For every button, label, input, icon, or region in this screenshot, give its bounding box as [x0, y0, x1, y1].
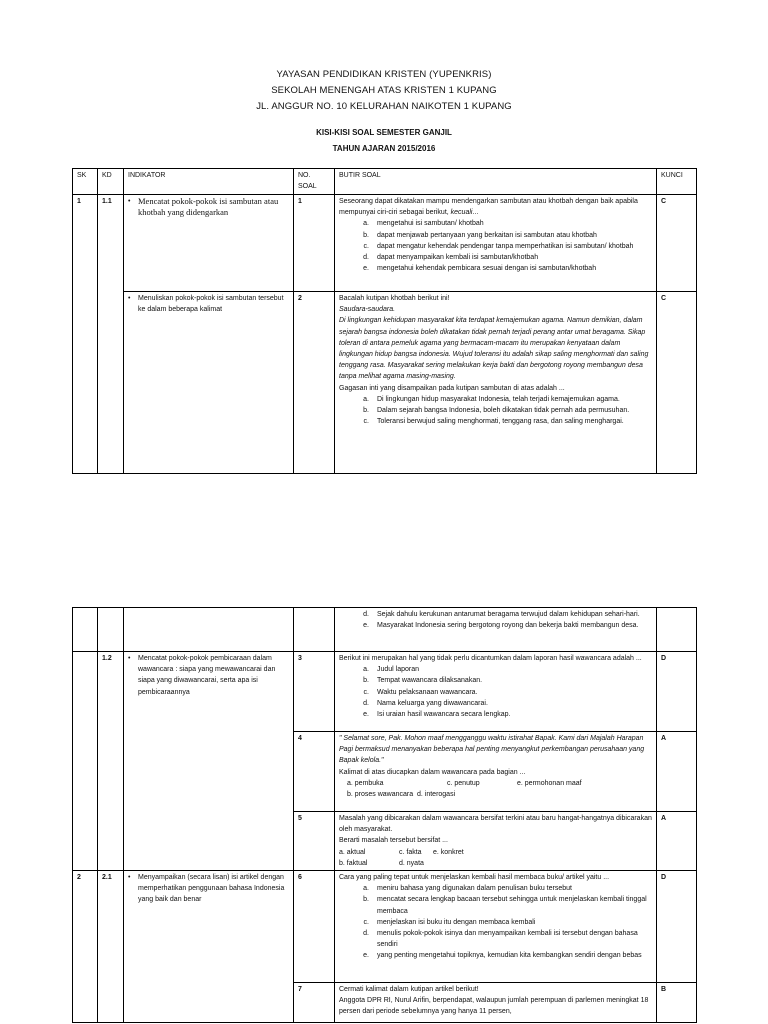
table-row	[73, 608, 697, 652]
kisi-table-1	[72, 168, 697, 474]
indikator-cell	[124, 652, 294, 871]
school-address: JL. ANGGUR NO. 10 KELURAHAN NAIKOTEN 1 KUPANG	[256, 101, 512, 112]
list-item	[339, 620, 652, 631]
butir-soal-cell	[335, 608, 657, 652]
kd-cell: 1.2	[98, 652, 124, 871]
list-item	[339, 883, 652, 894]
option-text: mengetahui kehendak pembicara sesuai dengan isi sambutan/khotbah	[377, 265, 597, 273]
options-row	[339, 778, 652, 789]
option-text: dapat mengatur kehendak pendengar tanpa memperhatikan isi sambutan/ khotbah	[377, 242, 634, 250]
salutation: Saudara-saudara.	[339, 306, 396, 314]
options-row	[339, 858, 652, 869]
option-text: Tempat wawancara dilaksanakan.	[377, 677, 483, 685]
no-soal-cell: 1	[294, 195, 335, 292]
options-list	[339, 883, 652, 961]
options-list	[339, 218, 652, 274]
kunci-cell: A	[657, 732, 697, 812]
list-item	[339, 241, 652, 252]
option-a: a. pembuka	[347, 779, 384, 787]
indikator-text: Mencatat pokok-pokok isi sambutan atau khotbah yang didengarkan	[138, 196, 279, 217]
option-letter: b.	[363, 407, 369, 415]
option-b: b. faktual	[339, 859, 368, 867]
option-text: menulis pokok-pokok isinya dan menyampaikan kembali isi tersebut dengan bahasa sendiri	[377, 930, 638, 949]
col-no-soal	[294, 169, 335, 195]
no-soal-cell: 4	[294, 732, 335, 812]
options-row	[339, 847, 652, 858]
list-item	[339, 709, 652, 720]
col-kunci: KUNCI	[657, 169, 697, 195]
col-butir-soal: BUTIR SOAL	[335, 169, 657, 195]
options-list	[339, 394, 652, 428]
passage: Di lingkungan kehidupan masyarakat kita terdapat kemajemukan agama. Namun demikian, dalam sejarah bangsa indonesia boleh dikatakan tidak pernah terjadi perang antar umat beragama. Sikap toleran di antara pemeluk agama yang bermacam-macam itu merupakan kenyataan dalam lingkungan hidup bangsa indonesia. Wujud toleransi itu adalah sikap saling menghormati dan saling tenggang rasa. Masyarakat sering melakukan kerja bakti dan bergotong royong membangun desa tanpa melihat agama masing-masing.	[339, 317, 649, 381]
kd-cell: 2.1	[98, 871, 124, 1023]
school-name: SEKOLAH MENENGAH ATAS KRISTEN 1 KUPANG	[271, 85, 497, 96]
option-c: c. fakta	[399, 848, 422, 856]
option-letter: b.	[363, 677, 369, 685]
butir-soal-cell	[335, 983, 657, 1023]
list-item	[339, 950, 652, 961]
indikator-cell	[124, 292, 294, 474]
option-text: Isi uraian hasil wawancara secara lengkap.	[377, 711, 511, 719]
option-letter: a.	[363, 220, 369, 228]
list-item	[339, 394, 652, 405]
no-soal-cell: 3	[294, 652, 335, 732]
butir-soal-cell	[335, 871, 657, 983]
option-letter: d.	[363, 254, 369, 262]
option-text: menjelaskan isi buku itu dengan membaca kembali	[377, 918, 536, 926]
question-text-2: Berarti masalah tersebut bersifat ...	[339, 837, 448, 845]
list-item	[339, 687, 652, 698]
passage: Anggota DPR RI, Nurul Arifin, berpendapat, walaupun jumlah perempuan di parlemen meningkat 18 persen dari periode sebelumnya yang hanya 11 persen,	[339, 997, 649, 1016]
bullet-icon: •	[128, 295, 131, 302]
sk-cell	[73, 652, 98, 871]
option-e: e. konkret	[433, 848, 464, 856]
foundation-name: YAYASAN PENDIDIKAN KRISTEN (YUPENKRIS)	[276, 69, 492, 80]
question-intro: Cermati kalimat dalam kutipan artikel berikut!	[339, 986, 479, 994]
indikator-text: Menuliskan pokok-pokok isi sambutan tersebut ke dalam beberapa kalimat	[138, 295, 284, 314]
butir-soal-cell	[335, 812, 657, 871]
option-a: a. aktual	[339, 848, 366, 856]
question-text	[339, 196, 652, 218]
sk-cell: 1	[73, 195, 98, 474]
list-item	[339, 675, 652, 686]
no-soal-cell	[294, 608, 335, 652]
list-item	[339, 230, 652, 241]
list-item	[339, 218, 652, 229]
question-emphasis: kecuali	[450, 209, 473, 217]
table-row	[73, 871, 697, 983]
option-d: d. interogasi	[417, 791, 456, 799]
kunci-cell: A	[657, 812, 697, 871]
option-b: b. proses wawancara	[347, 791, 414, 799]
kd-cell: 1.1	[98, 195, 124, 474]
option-text: Judul laporan	[377, 666, 420, 674]
dialogue-quote: " Selamat sore, Pak. Mohon maaf mengganggu waktu istirahat Bapak. Kami dari Majalah Harapan Pagi bermaksud menanyakan beberapa hal penting menyangkut perkembangan perusahaan yang Bapak kelola."	[339, 735, 645, 765]
indikator-cell	[124, 608, 294, 652]
no-soal-cell: 2	[294, 292, 335, 474]
option-text: Nama keluarga yang diwawancarai.	[377, 699, 488, 707]
butir-soal-cell	[335, 652, 657, 732]
option-letter: c.	[363, 918, 369, 926]
option-letter: c.	[363, 418, 369, 426]
list-item	[339, 917, 652, 928]
options-row	[339, 789, 652, 800]
question-text: Masalah yang dibicarakan dalam wawancara bersifat terkini atau baru hangat-hangatnya dibicarakan oleh masyarakat.	[339, 815, 652, 834]
kd-cell	[98, 608, 124, 652]
bullet-icon: •	[128, 874, 131, 882]
option-letter: d.	[363, 699, 369, 707]
question-end: ...	[472, 209, 479, 217]
col-soal-label: SOAL	[298, 183, 317, 191]
list-item	[339, 664, 652, 675]
option-letter: a.	[363, 395, 369, 403]
option-text: mencatat secara lengkap bacaan tersebut sehingga untuk menjelaskan kembali tinggal membaca	[377, 896, 647, 915]
indikator-cell	[124, 195, 294, 292]
option-letter: d.	[363, 611, 369, 618]
list-item	[339, 698, 652, 709]
question-text: Berikut ini merupakan hal yang tidak perlu dicantumkan dalam laporan hasil wawancara adalah ...	[339, 655, 642, 662]
option-text: dapat menyampaikan kembali isi sambutan/khotbah	[377, 254, 539, 262]
list-item	[339, 263, 652, 274]
option-e: e. permohonan maaf	[517, 779, 582, 787]
option-letter: d.	[363, 930, 369, 938]
question-stem: Seseorang dapat dikatakan mampu mendengarkan sambutan atau khotbah dengan baik apabila mempunyai ciri-ciri sebagai berikut,	[339, 198, 638, 217]
option-letter: c.	[363, 688, 369, 696]
option-d: d. nyata	[399, 859, 424, 867]
col-kd: KD	[98, 169, 124, 195]
kunci-cell: D	[657, 871, 697, 983]
option-text: meniru bahasa yang digunakan dalam penulisan buku tersebut	[377, 885, 572, 893]
list-item	[339, 928, 652, 950]
option-letter: c.	[363, 242, 369, 250]
question-intro: Bacalah kutipan khotbah berikut ini!	[339, 295, 450, 302]
kunci-cell	[657, 608, 697, 652]
butir-soal-cell	[335, 195, 657, 292]
bullet-icon: •	[128, 655, 131, 662]
sk-cell	[73, 608, 98, 652]
option-letter: a.	[363, 666, 369, 674]
no-soal-cell: 5	[294, 812, 335, 871]
option-text: Dalam sejarah bangsa Indonesia, boleh dikatakan tidak pernah ada permusuhan.	[377, 407, 630, 415]
butir-soal-cell	[335, 732, 657, 812]
list-item	[339, 252, 652, 263]
sk-cell: 2	[73, 871, 98, 1023]
option-text: Waktu pelaksanaan wawancara.	[377, 688, 478, 696]
bullet-icon: •	[128, 198, 131, 205]
academic-year: TAHUN AJARAN 2015/2016	[332, 144, 436, 153]
table-row	[73, 195, 697, 292]
document-title: KISI-KISI SOAL SEMESTER GANJIL	[316, 128, 452, 137]
option-text: mengetahui isi sambutan/ khotbah	[377, 220, 484, 228]
indikator-cell	[124, 871, 294, 1023]
table-header-row	[73, 169, 697, 195]
option-text: Masyarakat Indonesia sering bergotong royong dan bekerja bakti membangun desa.	[377, 622, 639, 630]
table-row	[73, 652, 697, 732]
no-soal-cell: 6	[294, 871, 335, 983]
table-row	[73, 292, 697, 474]
list-item	[339, 405, 652, 416]
butir-soal-cell	[335, 292, 657, 474]
option-letter: e.	[363, 265, 369, 273]
kunci-cell: C	[657, 292, 697, 474]
option-text: Toleransi berwujud saling menghormati, tenggang rasa, dan saling menghargai.	[377, 418, 624, 426]
option-letter: e.	[363, 622, 369, 630]
kunci-cell: B	[657, 983, 697, 1023]
list-item	[339, 894, 652, 916]
kunci-cell: D	[657, 652, 697, 732]
list-item	[339, 609, 652, 620]
option-letter: e.	[363, 952, 369, 960]
col-sk: SK	[73, 169, 98, 195]
option-text: Di lingkungan hidup masyarakat Indonesia, telah terjadi kemajemukan agama.	[377, 395, 620, 403]
indikator-text: Menyampaikan (secara lisan) isi artikel dengan memperhatikan penggunaan bahasa Indonesia yang baik dan benar	[138, 874, 285, 904]
question-text: Gagasan inti yang disampaikan pada kutipan sambutan di atas adalah ...	[339, 384, 565, 392]
option-c: c. penutup	[447, 779, 480, 787]
no-soal-cell: 7	[294, 983, 335, 1023]
options-list	[339, 664, 652, 720]
option-letter: a.	[363, 885, 369, 893]
option-letter: b.	[363, 896, 369, 904]
col-no-label: NO.	[298, 172, 311, 179]
kisi-table-2	[72, 607, 697, 1023]
col-indikator: INDIKATOR	[124, 169, 294, 195]
question-text: Cara yang paling tepat untuk menjelaskan kembali hasil membaca buku/ artikel yaitu ...	[339, 874, 610, 882]
option-letter: e.	[363, 711, 369, 719]
option-text: Sejak dahulu kerukunan antarumat beragama terwujud dalam kehidupan sehari-hari.	[377, 611, 640, 618]
option-text: dapat menjawab pertanyaan yang berkaitan isi sambutan atau khotbah	[377, 231, 597, 239]
question-text: Kalimat di atas diucapkan dalam wawancara pada bagian ...	[339, 768, 526, 776]
list-item	[339, 416, 652, 427]
option-text: yang penting mengetahui topiknya, kemudian kita kembangkan sendiri dengan bebas	[377, 952, 642, 960]
option-letter: b.	[363, 231, 369, 239]
indikator-text: Mencatat pokok-pokok pembicaraan dalam wawancara : siapa yang mewawancarai dan siapa yang diwawancarai, serta apa isi pembicaraannya	[138, 655, 276, 696]
kunci-cell: C	[657, 195, 697, 292]
options-list	[339, 609, 652, 631]
